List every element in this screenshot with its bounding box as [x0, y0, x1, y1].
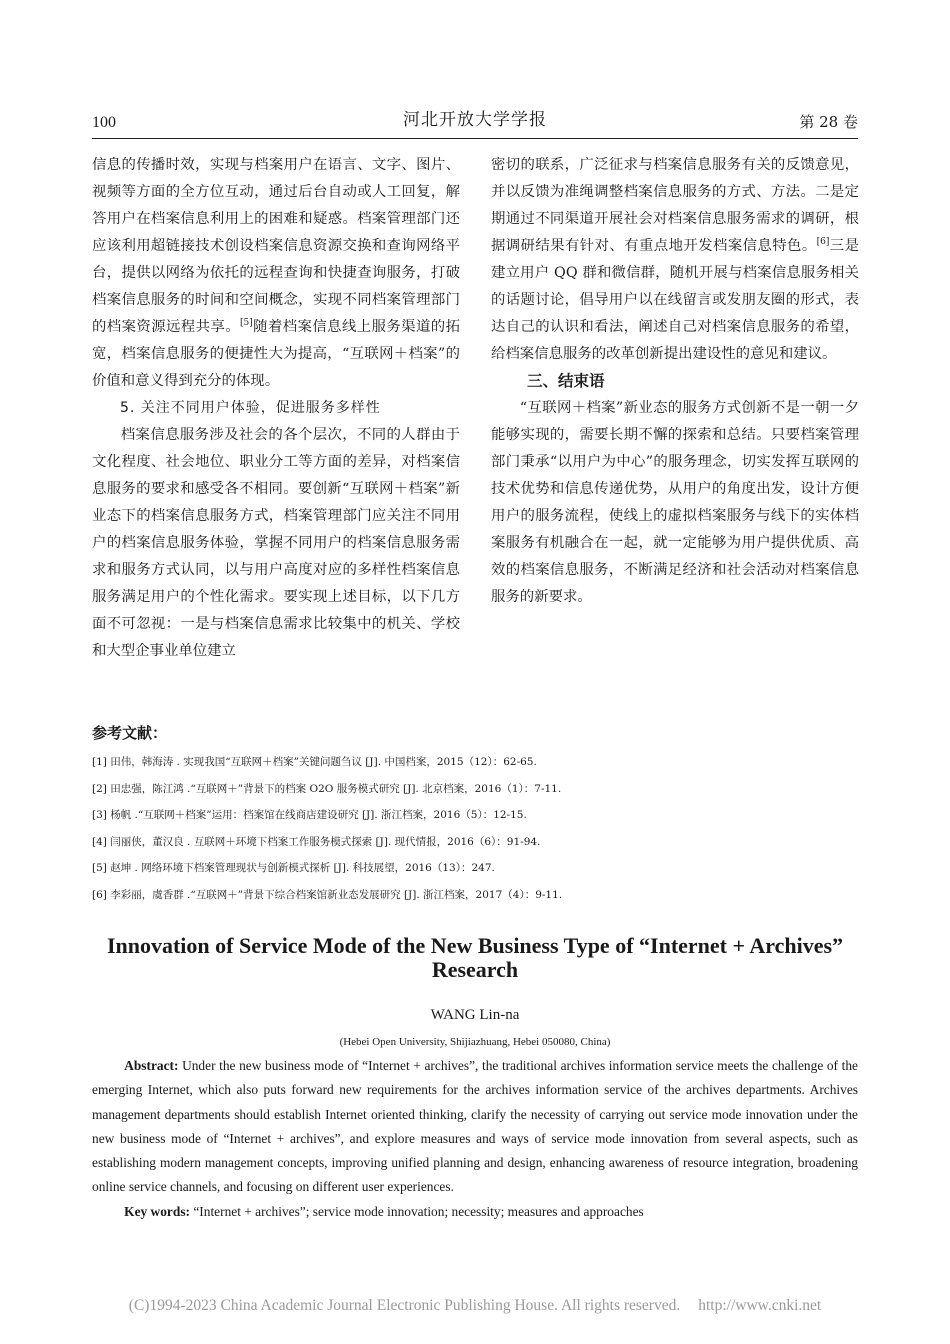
body-paragraph: “互联网＋档案”新业态的服务方式创新不是一朝一夕能够实现的，需要长期不懈的探索和总结。只要档案管理部门秉承“以用户为中心”的服务理念，切实发挥互联网的技术优势和信息传递优势，从用户的角度出发，设计方便用户的服务流程，使线上的虚拟档案服务与线下的实体档案服务有机融合在一起，就一定能够为用户提供优质、高效的档案信息服务，不断满足经济和社会活动对档案信息服务的新要求。 [491, 400, 859, 605]
right-column [491, 152, 859, 611]
reference-item: [2] 田忠强，陈江鸿 .“互联网＋”背景下的档案 O2O 服务模式研究 [J]. 北京档案，2016（1）：7-11. [92, 782, 562, 795]
volume-label: 第 28 卷 [799, 113, 858, 131]
footer-url[interactable]: http://www.cnki.net [698, 1297, 822, 1314]
body-text: 密切的联系，广泛征求与档案信息服务有关的反馈意见，并以反馈为准绳调整档案信息服务的方式、方法。二是定期通过不同渠道开展社会对档案信息服务需求的调研，根据调研结果有针对、有重点地开发档案信息特色。 [491, 157, 859, 254]
reference-item: [3] 杨帆 .“互联网＋档案”运用：档案馆在线商店建设研究 [J]. 浙江档案，2016（5）：12-15. [92, 809, 527, 821]
body-paragraph [92, 152, 460, 395]
references-section [92, 722, 858, 908]
keywords-paragraph [92, 1200, 858, 1224]
page-footer [0, 1297, 950, 1315]
reference-item: [6] 李彩丽，虞香群 .“互联网＋”背景下综合档案馆新业态发展研究 [J]. 浙江档案，2017（4）：9-11. [92, 888, 563, 901]
references-title: 参考文献： [92, 724, 168, 742]
body-text: 三是建立用户 QQ 群和微信群，随机开展与档案信息服务相关的话题讨论，倡导用户以在线留言或发朋友圈的形式，表达自己的认识和看法，阐述自己对档案信息服务的希望，给档案信息服务的改革创新提出建设性的意见和建议。 [491, 238, 859, 362]
english-title-line: Research [431, 957, 519, 982]
keywords-text: “Internet + archives”; service mode innovation; necessity; measures and approaches [193, 1203, 644, 1219]
section-heading: 三、结束语 [527, 372, 605, 390]
reference-item: [5] 赵坤 . 网络环境下档案管理现状与创新模式探析 [J]. 科技展望，2016（13）：247. [92, 862, 495, 874]
citation-ref[interactable]: [6] [816, 237, 830, 248]
journal-title: 河北开放大学学报 [403, 110, 547, 130]
abstract-text: Under the new business mode of “Internet + archives”, the traditional archives information service meets the challenge of the emerging Internet, which also puts forward new requirements for the archives information service of the archives departments. Archives management departments should establish Internet oriented thinking, clarify the necessity of carrying out service mode innovation under the new business mode of “Internet + archives”, and explore measures and ways of service mode innovation from several aspects, such as establishing modern management concepts, improving unified planning and design, enhancing awareness of resource integration, broadening online service channels, and focusing on different user experiences. [92, 1058, 858, 1195]
english-title [92, 934, 858, 982]
keywords-label: Key words: [124, 1203, 190, 1219]
page-header [92, 104, 858, 139]
abstract-paragraph [92, 1054, 858, 1200]
author-affiliation: (Hebei Open University, Shijiazhuang, Hebei 050080, China) [339, 1036, 611, 1048]
author-name: WANG Lin-na [430, 1007, 520, 1023]
left-column [92, 152, 460, 665]
citation-ref[interactable]: [5] [240, 318, 253, 329]
body-text: 信息的传播时效，实现与档案用户在语言、文字、图片、视频等方面的全方位互动，通过后台自动或人工回复，解答用户在档案信息利用上的困难和疑惑。档案管理部门还应该利用超链接技术创设档案信息资源交换和查询网络平台，提供以网络为依托的远程查询和快捷查询服务，打破档案信息服务的时间和空间概念，实现不同档案管理部门的档案资源远程共享。 [92, 157, 460, 335]
body-text: 随着档案信息线上服务渠道的拓宽，档案信息服务的便捷性大为提高，“互联网＋档案”的价值和意义得到充分的体现。 [92, 319, 460, 389]
page-number: 100 [92, 114, 116, 131]
english-abstract-block [92, 934, 858, 1224]
copyright-notice: (C)1994-2023 China Academic Journal Electronic Publishing House. All rights reserved. [128, 1297, 681, 1314]
body-paragraph: 档案信息服务涉及社会的各个层次，不同的人群由于文化程度、社会地位、职业分工等方面的差异，对档案信息服务的要求和感受各不相同。要创新“互联网＋档案”新业态下的档案信息服务方式，档案管理部门应关注不同用户的档案信息服务体验，掌握不同用户的档案信息服务需求和服务方式认同，以与用户高度对应的多样性档案信息服务满足用户的个性化需求。要实现上述目标，以下几方面不可忽视：一是与档案信息需求比较集中的机关、学校和大型企事业单位建立 [92, 427, 460, 659]
subsection-heading: 5. 关注不同用户体验，促进服务多样性 [120, 400, 381, 416]
abstract-label: Abstract: [124, 1058, 179, 1073]
reference-item: [1] 田伟，韩海涛 . 实现我国“互联网＋档案”关键问题刍议 [J]. 中国档案，2015（12）：62-65. [92, 756, 537, 768]
english-title-line: Innovation of Service Mode of the New Business Type of “Internet + Archives” [106, 933, 844, 958]
body-paragraph [491, 152, 859, 368]
reference-item: [4] 闫丽侠，董汉良 . 互联网＋环境下档案工作服务模式探索 [J]. 现代情报，2016（6）：91-94. [92, 835, 541, 848]
